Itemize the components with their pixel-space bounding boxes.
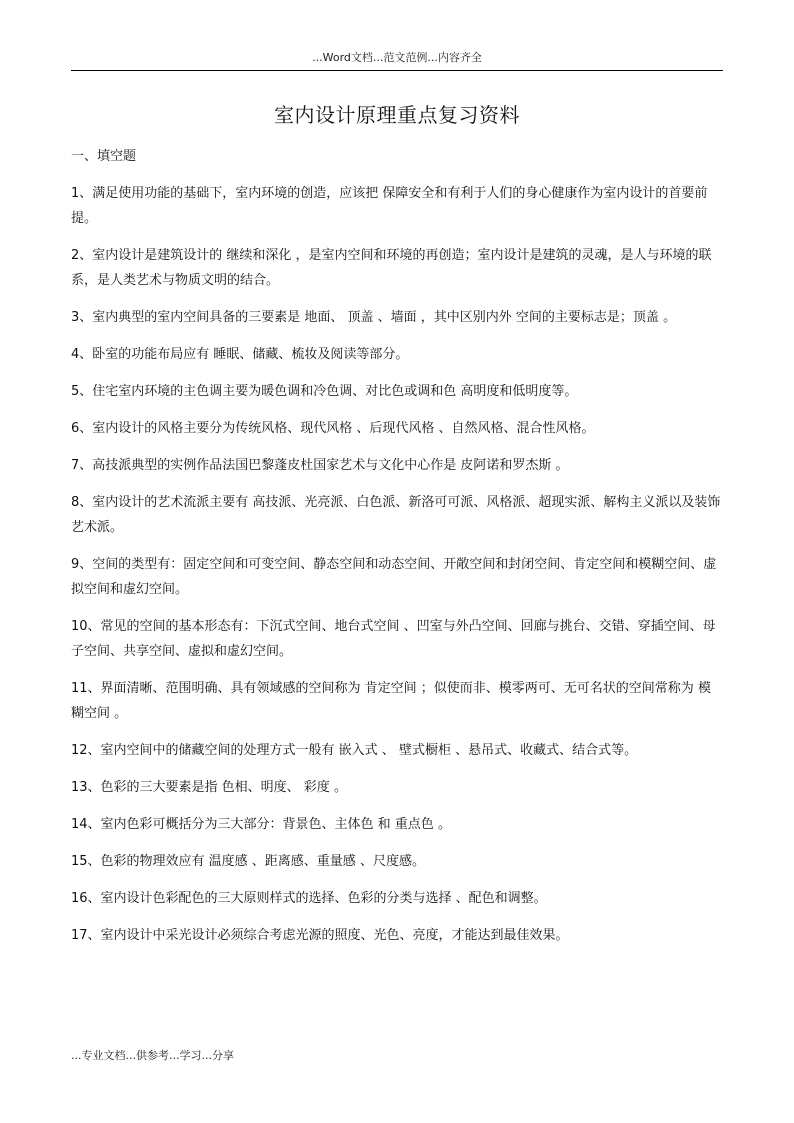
list-item: 10、常见的空间的基本形态有：下沉式空间、地台式空间 、凹室与外凸空间、回廊与挑台、交错、穿插空间、母子空间、共享空间、虚拟和虚幻空间。 — [71, 619, 716, 659]
list-item: 5、住宅室内环境的主色调主要为暖色调和冷色调、对比色或调和色 高明度和低明度等。 — [71, 384, 578, 399]
question-list — [71, 181, 721, 960]
list-item: 4、卧室的功能布局应有 睡眠、储藏、梳妆及阅读等部分。 — [71, 347, 409, 362]
list-item: 17、室内设计中采光设计必须综合考虑光源的照度、光色、亮度，才能达到最佳效果。 — [71, 928, 569, 943]
list-item: 6、室内设计的风格主要分为传统风格、现代风格 、后现代风格 、自然风格、混合性风格。 — [71, 421, 595, 436]
page-header: ...Word文档...范文范例...内容齐全 — [312, 51, 482, 64]
document-title: 室内设计原理重点复习资料 — [274, 103, 520, 127]
list-item: 2、室内设计是建筑设计的 继续和深化 ，是室内空间和环境的再创造；室内设计是建筑的灵魂，是人与环境的联系，是人类艺术与物质文明的结合。 — [71, 248, 712, 288]
section-heading: 一、填空题 — [71, 149, 137, 164]
list-item: 15、色彩的物理效应有 温度感 、距离感、重量感 、尺度感。 — [71, 854, 425, 869]
list-item: 9、空间的类型有：固定空间和可变空间、静态空间和动态空间、开敞空间和封闭空间、肯定空间和模糊空间、虚拟空间和虚幻空间。 — [71, 557, 717, 597]
list-item: 8、室内设计的艺术流派主要有 高技派、光亮派、白色派、新洛可可派、风格派、超现实派、解构主义派以及装饰艺术派。 — [71, 495, 721, 535]
list-item: 13、色彩的三大要素是指 色相、明度、 彩度 。 — [71, 780, 347, 795]
header-rule — [71, 70, 723, 71]
list-item: 3、室内典型的室内空间具备的三要素是 地面、 顶盖 、墙面 ，其中区别内外 空间的主要标志是；顶盖 。 — [71, 310, 677, 325]
list-item: 11、界面清晰、范围明确、具有领域感的空间称为 肯定空间 ；似使而非、模零两可、无可名状的空间常称为 模糊空间 。 — [71, 681, 711, 721]
list-item: 14、室内色彩可概括分为三大部分：背景色、主体色 和 重点色 。 — [71, 817, 451, 832]
list-item: 12、室内空间中的储藏空间的处理方式一般有 嵌入式 、 壁式橱柜 、悬吊式、收藏式、结合式等。 — [71, 743, 638, 758]
list-item: 7、高技派典型的实例作品法国巴黎蓬皮杜国家艺术与文化中心作是 皮阿诺和罗杰斯 。 — [71, 458, 569, 473]
list-item: 16、室内设计色彩配色的三大原则样式的选择、色彩的分类与选择 、配色和调整。 — [71, 891, 547, 906]
page-footer: ...专业文档...供参考...学习...分享 — [71, 1049, 234, 1062]
list-item: 1、满足使用功能的基础下，室内环境的创造，应该把 保障安全和有利于人们的身心健康作为室内设计的首要前提。 — [71, 186, 708, 226]
